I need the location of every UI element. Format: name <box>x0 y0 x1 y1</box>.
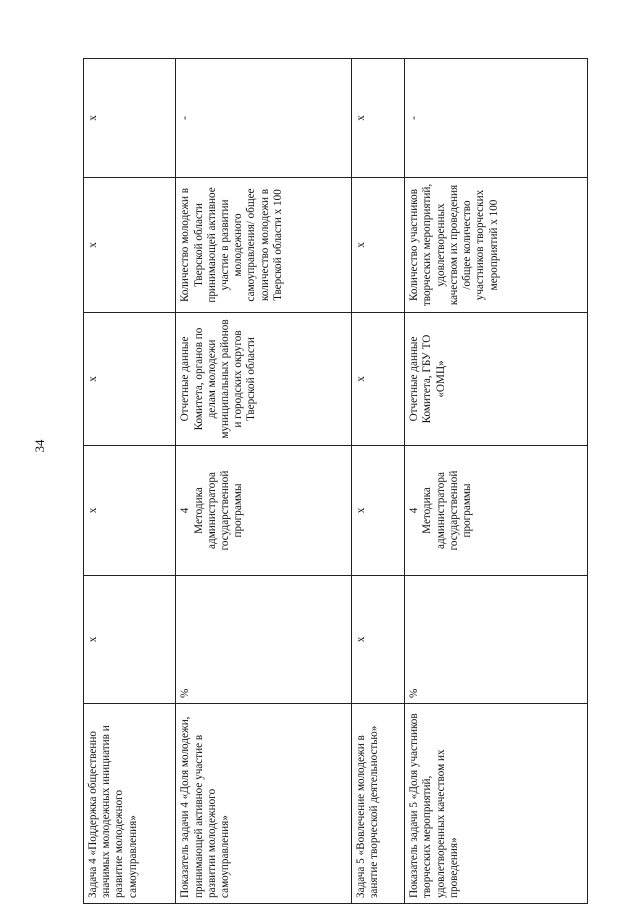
cell-formula: x <box>351 178 404 313</box>
cell-unit: % <box>405 576 588 704</box>
cell-unit: % <box>176 576 352 704</box>
cell-method: 4 Методика администратора государственной программы <box>405 446 588 576</box>
cell-extra: x <box>351 59 404 178</box>
table-row-indicator-4 <box>176 59 352 904</box>
cell-name: Показатель задачи 4 «Доля молодежи, принимающей активное участие в развитии молодежного самоуправления» <box>176 704 352 904</box>
table-row-indicator-5 <box>405 59 588 904</box>
cell-name: Задача 4 «Поддержка общественно значимых молодежных инициатив и развитие молодежного самоуправления» <box>84 704 176 904</box>
cell-formula: x <box>84 178 176 313</box>
table-row-task-5 <box>351 59 404 904</box>
cell-formula: Количество участников творческих мероприятий, удовлетворенных качеством их проведения /общее количество участников творческих мероприятий x 100 <box>405 178 588 313</box>
cell-unit: x <box>351 576 404 704</box>
cell-source: Отчетные данные Комитета, органов по делам молодежи муниципальных районов и городских округов Тверской области <box>176 313 352 446</box>
cell-method: 4 Методика администратора государственной программы <box>176 446 352 576</box>
cell-method: x <box>84 446 176 576</box>
page-number: 34 <box>32 439 47 453</box>
cell-extra: - <box>405 59 588 178</box>
cell-formula: Количество молодежи в Тверской области принимающей активное участие в развитии молодежного самоуправления/ общее количество молодежи в Тверской области x 100 <box>176 178 352 313</box>
cell-extra: x <box>84 59 176 178</box>
cell-extra: - <box>176 59 352 178</box>
indicator-table <box>83 58 588 904</box>
cell-unit: x <box>84 576 176 704</box>
cell-name: Задача 5 «Вовлечение молодежи в занятие творческой деятельностью» <box>351 704 404 904</box>
cell-source: x <box>84 313 176 446</box>
cell-method: x <box>351 446 404 576</box>
table-row-task-4 <box>84 59 176 904</box>
cell-source: Отчетные данные Комитета, ГБУ ТО «ОМЦ» <box>405 313 588 446</box>
cell-name: Показатель задачи 5 «Доля участников творческих мероприятий, удовлетворенных качеством их проведения» <box>405 704 588 904</box>
cell-source: x <box>351 313 404 446</box>
rotated-table-wrapper <box>83 59 588 904</box>
